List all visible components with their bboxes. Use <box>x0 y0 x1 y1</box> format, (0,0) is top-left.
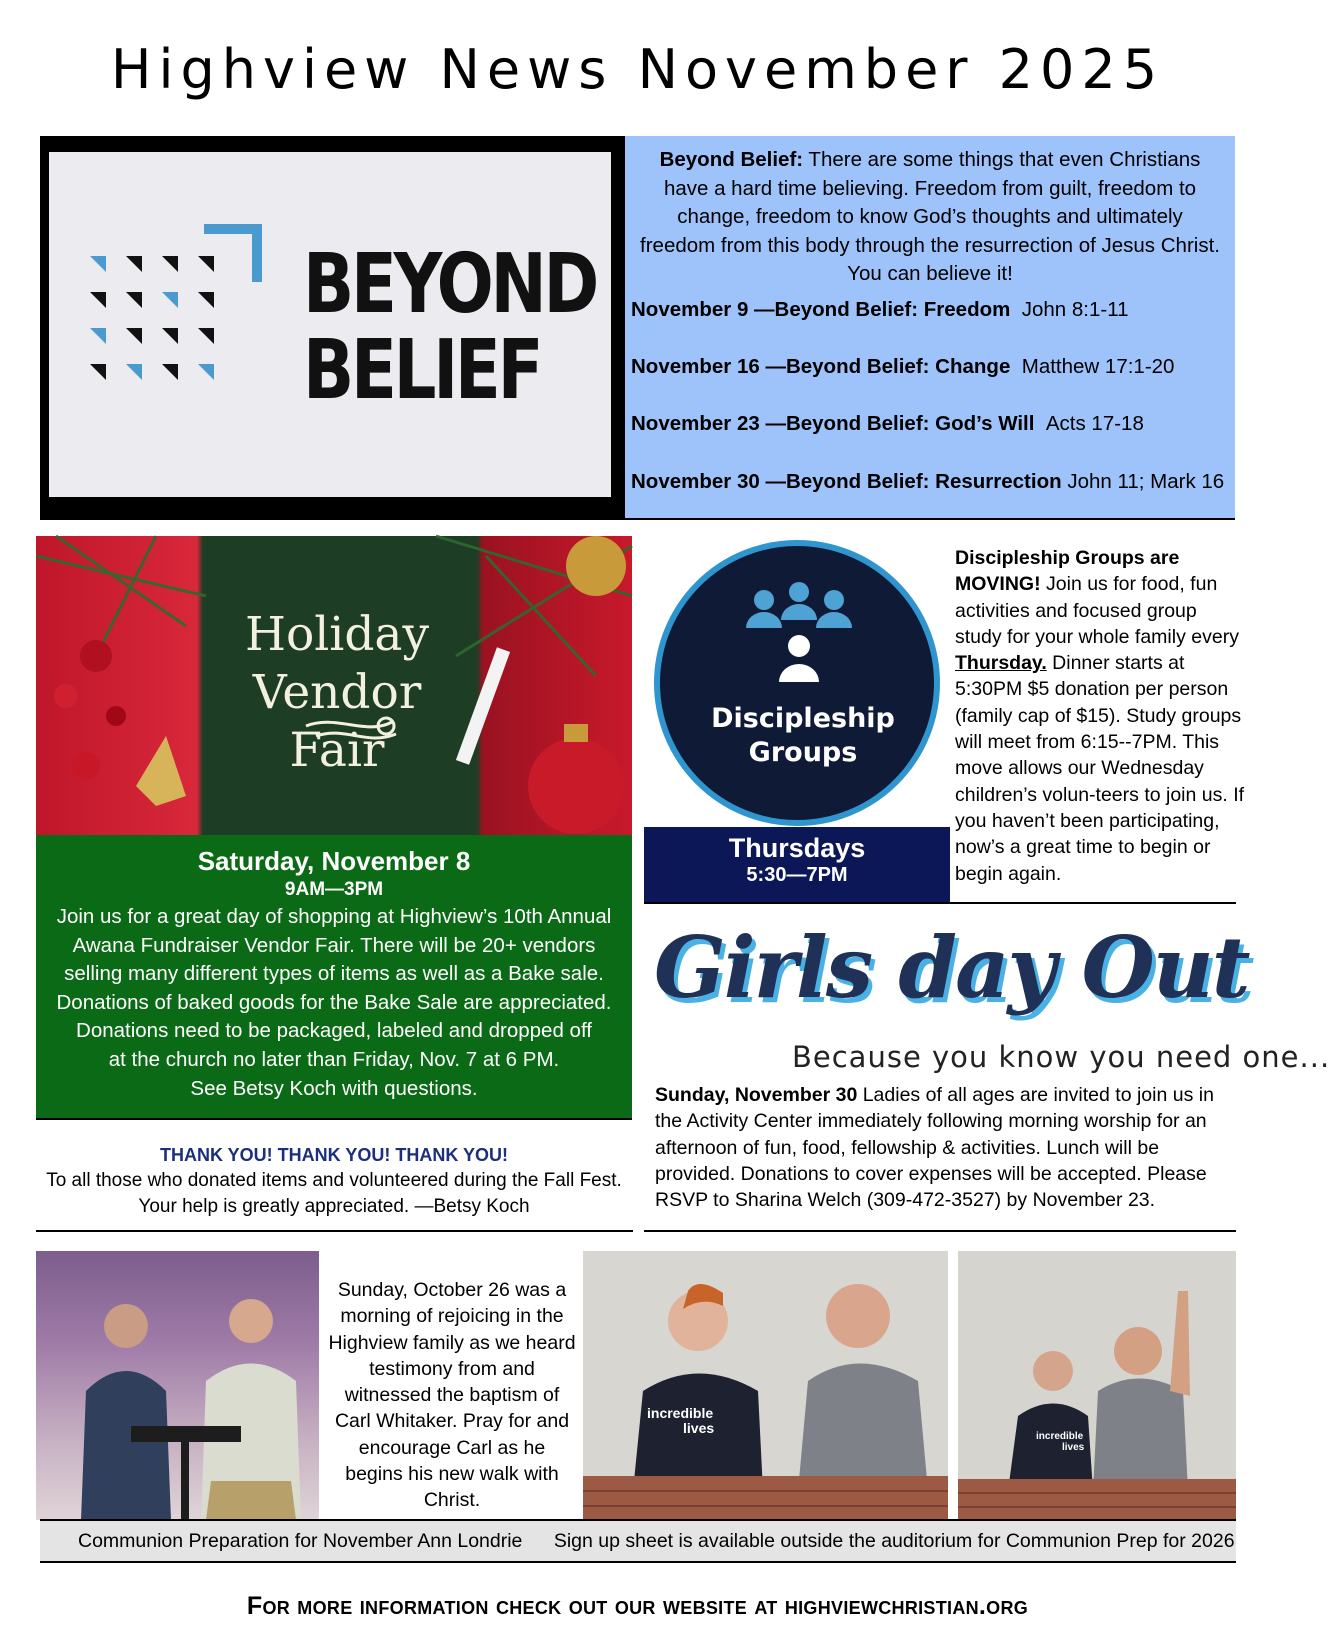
logo-triangle <box>90 292 106 308</box>
logo-triangle <box>198 364 214 380</box>
discipleship-description: Discipleship Groups are MOVING! Join us for food, fun activities and focused group study for your whole family every Thursday. Dinner starts at 5:30PM $5 donation per person (family cap of $15). Study groups will meet from 6:15--7PM. This move allows our Wednesday children’s volun-teers to join us. If you haven’t been participating, now’s a great time to begin or begin again. <box>955 547 1245 885</box>
discipleship-schedule-box <box>644 827 950 903</box>
holiday-body: Join us for a great day of shopping at Highview’s 10th Annual Awana Fundraiser Vendor Fair. There will be 20+ vendors selling many different types of items as well as a Bake sale. Donations of baked goods for the Bake Sale are appreciated. Donations need to be packaged, labeled and dropped off at the church no later than Friday, Nov. 7 at 6 PM. See Betsy Koch with questions. <box>56 905 612 1100</box>
communion-preparation: Communion Preparation for November Ann Londrie <box>78 1530 523 1552</box>
holiday-time: 9AM—3PM <box>284 879 384 900</box>
beyond-belief-intro: Beyond Belief: There are some things that even Christians have a hard time believing. Freedom from guilt, freedom to change, freedom to know God’s thoughts and ultimately freedom from this body through the resurrection of Jesus Christ. You can believe it! <box>640 148 1220 285</box>
girls-day-out-description: Sunday, November 30 Ladies of all ages are invited to join us in the Activity Center immediately following morning worship for an afternoon of fun, food, fellowship & activities. Lunch will be provided. Donations to cover expenses will be accepted. Please RSVP to Sharina Welch (309-472-3527) by November 23. <box>655 1084 1214 1212</box>
girls-day-out-tagline: Because you know you need one... <box>792 1040 1330 1074</box>
logo-triangle <box>162 364 178 380</box>
baptism-photo-stage <box>36 1251 319 1520</box>
sermon-schedule-item: November 16 —Beyond Belief: Change Matthew 17:1-20 <box>631 355 1175 378</box>
logo-triangle <box>198 328 214 344</box>
baptism-photo-one <box>583 1251 948 1520</box>
sermon-schedule-item: November 30 —Beyond Belief: Resurrection John 11; Mark 16 <box>631 470 1225 493</box>
thank-you-note <box>36 1142 632 1220</box>
communion-signup: Sign up sheet is available outside the auditorium for Communion Prep for 2026 <box>553 1530 1235 1552</box>
logo-triangle <box>90 364 106 380</box>
sermon-schedule-item: November 23 —Beyond Belief: God’s Will Acts 17-18 <box>631 412 1144 435</box>
logo-triangle <box>126 364 142 380</box>
divider <box>644 902 1236 904</box>
logo-triangle <box>162 328 178 344</box>
communion-banner <box>40 1519 1236 1563</box>
holiday-date: Saturday, November 8 <box>197 846 471 876</box>
logo-triangle <box>126 256 142 272</box>
sermon-schedule-item: November 9 —Beyond Belief: Freedom John 8:1-11 <box>631 298 1129 321</box>
divider <box>36 1230 633 1232</box>
baptism-description: Sunday, October 26 was a morning of rejoicing in the Highview family as we heard testimony from and witnessed the baptism of Carl Whitaker. Pray for and encourage Carl as he begins his new walk with Christ. <box>328 1279 576 1512</box>
thank-you-line: To all those who donated items and volunteered during the Fall Fest. <box>46 1170 622 1191</box>
discipleship-day: Thursdays <box>728 833 866 863</box>
discipleship-time: 5:30—7PM <box>746 864 848 886</box>
discipleship-logo-text: Discipleship Groups <box>711 703 895 768</box>
girls-day-out-title: Girls day Out <box>654 918 1249 1017</box>
group-people-icon <box>734 578 864 688</box>
thank-you-title: THANK YOU! THANK YOU! THANK YOU! <box>159 1145 508 1165</box>
shirt-logo-text: incredible lives <box>647 1405 715 1436</box>
logo-triangle <box>198 292 214 308</box>
logo-triangle <box>126 292 142 308</box>
newsletter-masthead: Highview News November 2025 <box>110 38 1165 101</box>
logo-triangle <box>162 256 178 272</box>
logo-triangle <box>126 328 142 344</box>
logo-triangle <box>162 292 178 308</box>
website-footer: For more information check out our website at highviewchristian.org <box>246 1592 1029 1620</box>
beyond-belief-logo-text: BEYOND BELIEF <box>303 237 597 418</box>
beyond-belief-logo-icon <box>86 220 266 400</box>
logo-triangle <box>198 256 214 272</box>
holiday-vendor-fair-title: Holiday Vendor Fair <box>244 607 429 778</box>
thank-you-line: Your help is greatly appreciated. —Betsy Koch <box>138 1196 530 1217</box>
shirt-logo-text: incredible lives <box>1036 1431 1085 1453</box>
logo-triangle <box>90 328 106 344</box>
holiday-vendor-fair-details <box>36 835 632 1120</box>
divider <box>644 1230 1236 1232</box>
logo-triangle <box>90 256 106 272</box>
baptism-photo-two <box>958 1251 1236 1520</box>
